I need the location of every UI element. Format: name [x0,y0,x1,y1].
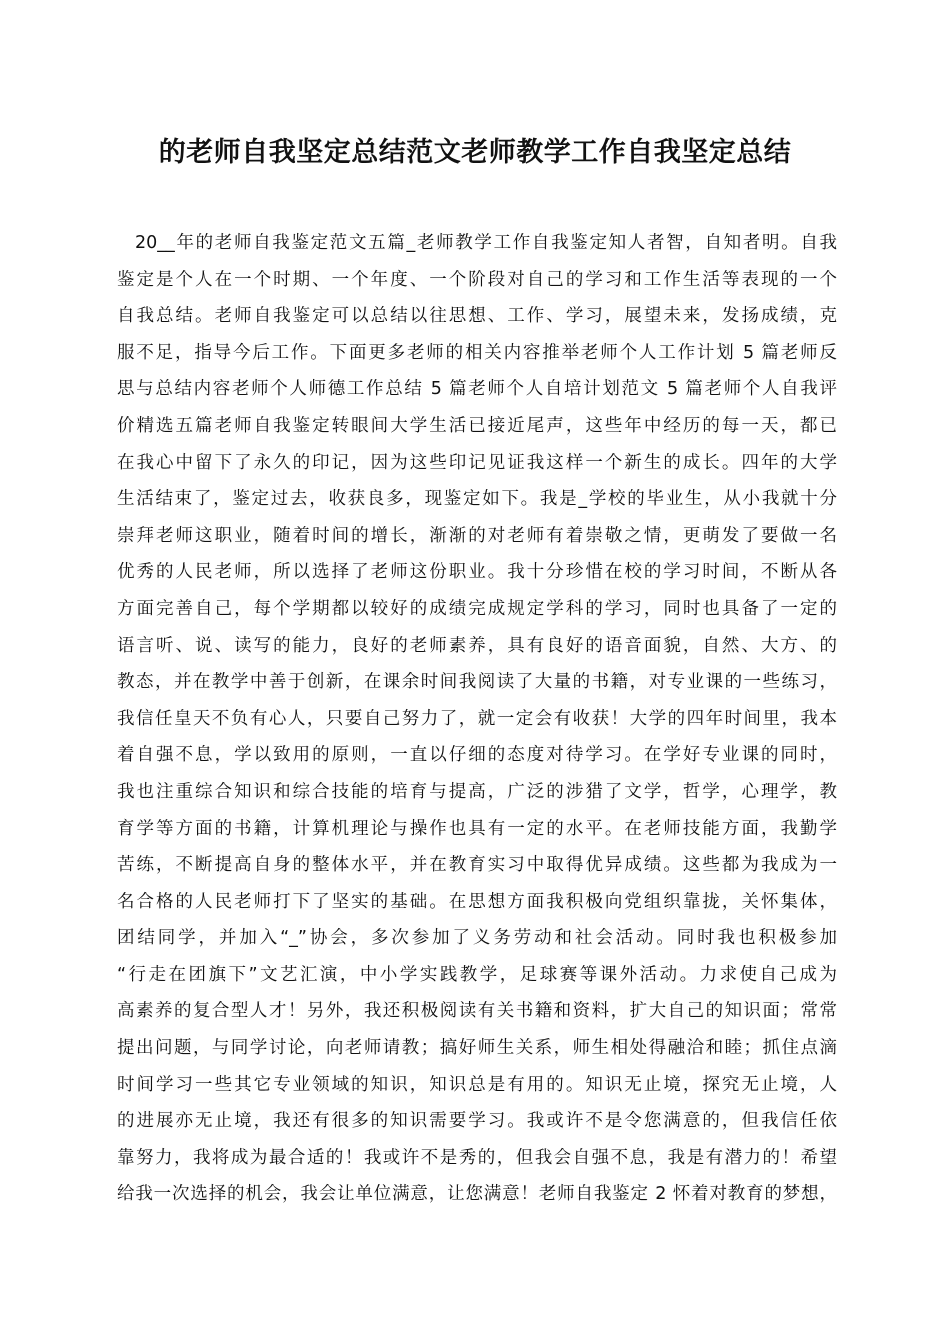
body-line: 高素养的复合型人才！另外，我还积极阅读有关书籍和资料，扩大自己的知识面；常常 [117,1001,837,1022]
body-line: 着自强不息，学以致用的原则，一直以仔细的态度对待学习。在学好专业课的同时， [117,745,837,766]
body-line: 我也注重综合知识和综合技能的培育与提高，广泛的涉猎了文学，哲学，心理学，教 [117,781,837,802]
body-line: 给我一次选择的机会，我会让单位满意，让您满意！老师自我鉴定 2 怀着对教育的梦想， [117,1184,837,1205]
document-body [117,225,837,1213]
body-line: 在我心中留下了永久的印记，因为这些印记见证我这样一个新生的成长。四年的大学 [117,452,837,473]
body-line: 名合格的人民老师打下了坚实的基础。在思想方面我积极向党组织靠拢，关怀集体， [117,891,837,912]
body-line: 价精选五篇老师自我鉴定转眼间大学生活已接近尾声，这些年中经历的每一天，都已 [117,415,837,436]
body-line: “行走在团旗下”文艺汇演，中小学实践教学，足球赛等课外活动。力求使自己成为 [117,964,837,985]
body-line: 服不足，指导今后工作。下面更多老师的相关内容推举老师个人工作计划 5 篇老师反 [117,342,837,363]
body-line: 时间学习一些其它专业领域的知识，知识总是有用的。知识无止境，探究无止境，人 [117,1074,837,1095]
body-line: 语言听、说、读写的能力，良好的老师素养，具有良好的语音面貌，自然、大方、的 [117,635,837,656]
body-line: 教态，并在教学中善于创新，在课余时间我阅读了大量的书籍，对专业课的一些练习， [117,672,837,693]
body-line: 育学等方面的书籍，计算机理论与操作也具有一定的水平。在老师技能方面，我勤学 [117,818,837,839]
body-line: 20__年的老师自我鉴定范文五篇_老师教学工作自我鉴定知人者智，自知者明。自我 [135,233,837,253]
body-line: 团结同学，并加入“_”协会，多次参加了义务劳动和社会活动。同时我也积极参加 [117,928,837,949]
body-line: 生活结束了，鉴定过去，收获良多，现鉴定如下。我是_学校的毕业生，从小我就十分 [117,489,837,510]
body-line: 靠努力，我将成为最合适的！我或许不是秀的，但我会自强不息，我是有潜力的！希望 [117,1147,837,1168]
body-line: 思与总结内容老师个人师德工作总结 5 篇老师个人自培计划范文 5 篇老师个人自我评 [117,379,837,400]
body-line: 方面完善自己，每个学期都以较好的成绩完成规定学科的学习，同时也具备了一定的 [117,598,837,619]
body-line: 我信任皇天不负有心人，只要自己努力了，就一定会有收获！大学的四年时间里，我本 [117,708,837,729]
body-line: 崇拜老师这职业，随着时间的增长，渐渐的对老师有着崇敬之情，更萌发了要做一名 [117,525,837,546]
body-line: 自我总结。老师自我鉴定可以总结以往思想、工作、学习，展望未来，发扬成绩，克 [117,306,837,327]
body-line: 提出问题，与同学讨论，向老师请教；搞好师生关系，师生相处得融洽和睦；抓住点滴 [117,1038,837,1059]
body-line: 鉴定是个人在一个时期、一个年度、一个阶段对自己的学习和工作生活等表现的一个 [117,269,837,290]
body-line: 的进展亦无止境，我还有很多的知识需要学习。我或许不是令您满意的，但我信任依 [117,1111,837,1132]
body-line: 苦练，不断提高自身的整体水平，并在教育实习中取得优异成绩。这些都为我成为一 [117,855,837,876]
document-title: 的老师自我坚定总结范文老师教学工作自我坚定总结 [158,137,792,168]
body-line: 优秀的人民老师，所以选择了老师这份职业。我十分珍惜在校的学习时间，不断从各 [117,562,837,583]
